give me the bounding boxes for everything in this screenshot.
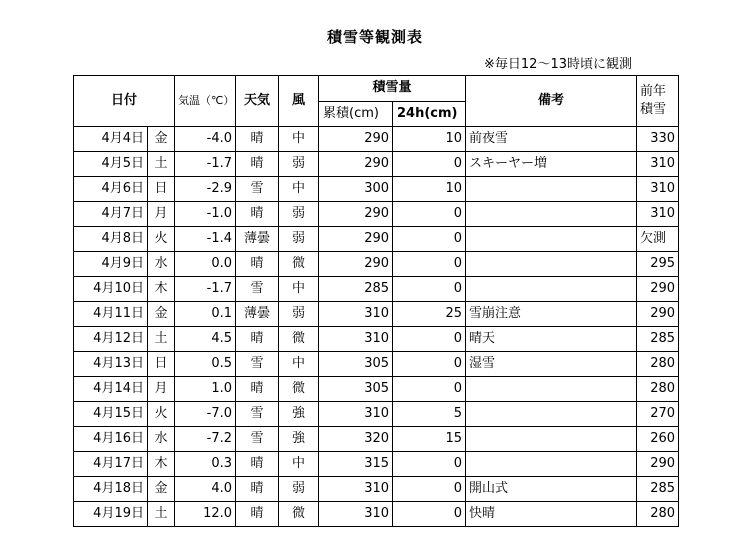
cumulative-snow-cell: 320 xyxy=(319,427,393,452)
temperature-cell: 12.0 xyxy=(175,502,236,527)
header-prev-line1: 前年 xyxy=(640,84,667,99)
daily-snow-cell: 0 xyxy=(393,452,466,477)
weather-cell: 晴 xyxy=(236,477,279,502)
previous-year-snow-cell: 260 xyxy=(637,427,679,452)
table-row xyxy=(74,227,679,252)
daily-snow-cell: 0 xyxy=(393,227,466,252)
weather-cell: 晴 xyxy=(236,377,279,402)
weather-cell: 雪 xyxy=(236,402,279,427)
day-of-week-cell: 木 xyxy=(148,277,175,302)
observation-note: ※毎日12～13時頃に観測 xyxy=(484,57,632,72)
header-prev-line2: 積雪 xyxy=(640,102,667,117)
remarks-cell xyxy=(466,177,637,202)
wind-cell: 微 xyxy=(279,327,319,352)
wind-cell: 中 xyxy=(279,277,319,302)
daily-snow-cell: 5 xyxy=(393,402,466,427)
remarks-cell: 雪崩注意 xyxy=(466,302,637,327)
wind-cell: 弱 xyxy=(279,227,319,252)
daily-snow-cell: 15 xyxy=(393,427,466,452)
table-row xyxy=(74,452,679,477)
remarks-cell xyxy=(466,402,637,427)
previous-year-snow-cell: 280 xyxy=(637,377,679,402)
day-of-week-cell: 水 xyxy=(148,252,175,277)
table-row xyxy=(74,252,679,277)
weather-cell: 晴 xyxy=(236,127,279,152)
table-row xyxy=(74,302,679,327)
table-row xyxy=(74,202,679,227)
wind-cell: 強 xyxy=(279,402,319,427)
table-row xyxy=(74,377,679,402)
day-of-week-cell: 土 xyxy=(148,327,175,352)
daily-snow-cell: 10 xyxy=(393,127,466,152)
wind-cell: 弱 xyxy=(279,152,319,177)
table-row xyxy=(74,327,679,352)
table-body xyxy=(74,127,679,527)
date-cell: 4月11日 xyxy=(74,302,148,327)
cumulative-snow-cell: 290 xyxy=(319,227,393,252)
day-of-week-cell: 日 xyxy=(148,177,175,202)
table-row xyxy=(74,152,679,177)
cumulative-snow-cell: 290 xyxy=(319,252,393,277)
cumulative-snow-cell: 290 xyxy=(319,202,393,227)
header-remarks: 備考 xyxy=(466,76,637,127)
daily-snow-cell: 0 xyxy=(393,277,466,302)
day-of-week-cell: 木 xyxy=(148,452,175,477)
temperature-cell: -1.7 xyxy=(175,152,236,177)
temperature-cell: -7.2 xyxy=(175,427,236,452)
remarks-cell: 開山式 xyxy=(466,477,637,502)
remarks-cell xyxy=(466,227,637,252)
daily-snow-cell: 0 xyxy=(393,152,466,177)
day-of-week-cell: 月 xyxy=(148,202,175,227)
temperature-cell: 1.0 xyxy=(175,377,236,402)
date-cell: 4月18日 xyxy=(74,477,148,502)
daily-snow-cell: 25 xyxy=(393,302,466,327)
header-previous-year-snow xyxy=(637,76,679,127)
date-cell: 4月5日 xyxy=(74,152,148,177)
remarks-cell xyxy=(466,277,637,302)
weather-cell: 薄曇 xyxy=(236,302,279,327)
temperature-cell: 0.3 xyxy=(175,452,236,477)
remarks-cell xyxy=(466,377,637,402)
daily-snow-cell: 0 xyxy=(393,502,466,527)
cumulative-snow-cell: 315 xyxy=(319,452,393,477)
day-of-week-cell: 火 xyxy=(148,227,175,252)
weather-cell: 雪 xyxy=(236,177,279,202)
previous-year-snow-cell: 270 xyxy=(637,402,679,427)
page-title: 積雪等観測表 xyxy=(326,28,423,46)
date-cell: 4月7日 xyxy=(74,202,148,227)
table-row xyxy=(74,502,679,527)
header-temperature: 気温（℃） xyxy=(175,76,236,127)
weather-cell: 雪 xyxy=(236,427,279,452)
day-of-week-cell: 土 xyxy=(148,502,175,527)
temperature-cell: 0.0 xyxy=(175,252,236,277)
wind-cell: 弱 xyxy=(279,202,319,227)
daily-snow-cell: 0 xyxy=(393,252,466,277)
cumulative-snow-cell: 300 xyxy=(319,177,393,202)
table-row xyxy=(74,427,679,452)
wind-cell: 弱 xyxy=(279,477,319,502)
previous-year-snow-cell: 280 xyxy=(637,502,679,527)
wind-cell: 微 xyxy=(279,502,319,527)
day-of-week-cell: 日 xyxy=(148,352,175,377)
previous-year-snow-cell: 330 xyxy=(637,127,679,152)
header-24h: 24h(cm) xyxy=(393,101,466,127)
previous-year-snow-cell: 310 xyxy=(637,152,679,177)
day-of-week-cell: 火 xyxy=(148,402,175,427)
remarks-cell: 前夜雪 xyxy=(466,127,637,152)
wind-cell: 中 xyxy=(279,127,319,152)
temperature-cell: 0.1 xyxy=(175,302,236,327)
date-cell: 4月6日 xyxy=(74,177,148,202)
cumulative-snow-cell: 285 xyxy=(319,277,393,302)
header-date: 日付 xyxy=(74,76,175,127)
daily-snow-cell: 0 xyxy=(393,477,466,502)
temperature-cell: -1.7 xyxy=(175,277,236,302)
daily-snow-cell: 0 xyxy=(393,377,466,402)
previous-year-snow-cell: 285 xyxy=(637,477,679,502)
wind-cell: 中 xyxy=(279,352,319,377)
weather-cell: 晴 xyxy=(236,327,279,352)
temperature-cell: -2.9 xyxy=(175,177,236,202)
cumulative-snow-cell: 310 xyxy=(319,477,393,502)
date-cell: 4月8日 xyxy=(74,227,148,252)
temperature-cell: -4.0 xyxy=(175,127,236,152)
header-snow-depth: 積雪量 xyxy=(319,76,466,102)
cumulative-snow-cell: 310 xyxy=(319,402,393,427)
table-row xyxy=(74,352,679,377)
previous-year-snow-cell: 欠測 xyxy=(637,227,679,252)
wind-cell: 中 xyxy=(279,177,319,202)
previous-year-snow-cell: 280 xyxy=(637,352,679,377)
wind-cell: 強 xyxy=(279,427,319,452)
day-of-week-cell: 月 xyxy=(148,377,175,402)
remarks-cell: 晴天 xyxy=(466,327,637,352)
daily-snow-cell: 0 xyxy=(393,352,466,377)
header-wind: 風 xyxy=(279,76,319,127)
header-weather: 天気 xyxy=(236,76,279,127)
date-cell: 4月19日 xyxy=(74,502,148,527)
weather-cell: 晴 xyxy=(236,452,279,477)
wind-cell: 微 xyxy=(279,377,319,402)
date-cell: 4月10日 xyxy=(74,277,148,302)
wind-cell: 弱 xyxy=(279,302,319,327)
temperature-cell: 0.5 xyxy=(175,352,236,377)
table-row xyxy=(74,177,679,202)
remarks-cell xyxy=(466,452,637,477)
day-of-week-cell: 金 xyxy=(148,477,175,502)
wind-cell: 中 xyxy=(279,452,319,477)
previous-year-snow-cell: 310 xyxy=(637,177,679,202)
remarks-cell: 湿雪 xyxy=(466,352,637,377)
weather-cell: 晴 xyxy=(236,252,279,277)
remarks-cell: スキーヤー増 xyxy=(466,152,637,177)
previous-year-snow-cell: 310 xyxy=(637,202,679,227)
daily-snow-cell: 10 xyxy=(393,177,466,202)
remarks-cell xyxy=(466,252,637,277)
table-row xyxy=(74,402,679,427)
table-row xyxy=(74,277,679,302)
previous-year-snow-cell: 295 xyxy=(637,252,679,277)
date-cell: 4月12日 xyxy=(74,327,148,352)
table-row xyxy=(74,127,679,152)
wind-cell: 微 xyxy=(279,252,319,277)
temperature-cell: -7.0 xyxy=(175,402,236,427)
cumulative-snow-cell: 305 xyxy=(319,352,393,377)
weather-cell: 晴 xyxy=(236,152,279,177)
previous-year-snow-cell: 290 xyxy=(637,277,679,302)
previous-year-snow-cell: 285 xyxy=(637,327,679,352)
day-of-week-cell: 土 xyxy=(148,152,175,177)
date-cell: 4月15日 xyxy=(74,402,148,427)
date-cell: 4月13日 xyxy=(74,352,148,377)
cumulative-snow-cell: 290 xyxy=(319,152,393,177)
weather-cell: 薄曇 xyxy=(236,227,279,252)
temperature-cell: -1.4 xyxy=(175,227,236,252)
weather-cell: 晴 xyxy=(236,202,279,227)
remarks-cell xyxy=(466,427,637,452)
date-cell: 4月16日 xyxy=(74,427,148,452)
cumulative-snow-cell: 310 xyxy=(319,502,393,527)
table-row xyxy=(74,477,679,502)
remarks-cell: 快晴 xyxy=(466,502,637,527)
temperature-cell: 4.0 xyxy=(175,477,236,502)
weather-cell: 晴 xyxy=(236,502,279,527)
temperature-cell: 4.5 xyxy=(175,327,236,352)
date-cell: 4月4日 xyxy=(74,127,148,152)
remarks-cell xyxy=(466,202,637,227)
previous-year-snow-cell: 290 xyxy=(637,302,679,327)
day-of-week-cell: 金 xyxy=(148,302,175,327)
header-cumulative: 累積(cm) xyxy=(319,101,393,127)
date-cell: 4月9日 xyxy=(74,252,148,277)
cumulative-snow-cell: 305 xyxy=(319,377,393,402)
temperature-cell: -1.0 xyxy=(175,202,236,227)
cumulative-snow-cell: 290 xyxy=(319,127,393,152)
cumulative-snow-cell: 310 xyxy=(319,327,393,352)
snow-observation-table xyxy=(73,75,679,527)
daily-snow-cell: 0 xyxy=(393,327,466,352)
day-of-week-cell: 金 xyxy=(148,127,175,152)
cumulative-snow-cell: 310 xyxy=(319,302,393,327)
weather-cell: 雪 xyxy=(236,352,279,377)
date-cell: 4月17日 xyxy=(74,452,148,477)
weather-cell: 雪 xyxy=(236,277,279,302)
daily-snow-cell: 0 xyxy=(393,202,466,227)
day-of-week-cell: 水 xyxy=(148,427,175,452)
date-cell: 4月14日 xyxy=(74,377,148,402)
previous-year-snow-cell: 290 xyxy=(637,452,679,477)
